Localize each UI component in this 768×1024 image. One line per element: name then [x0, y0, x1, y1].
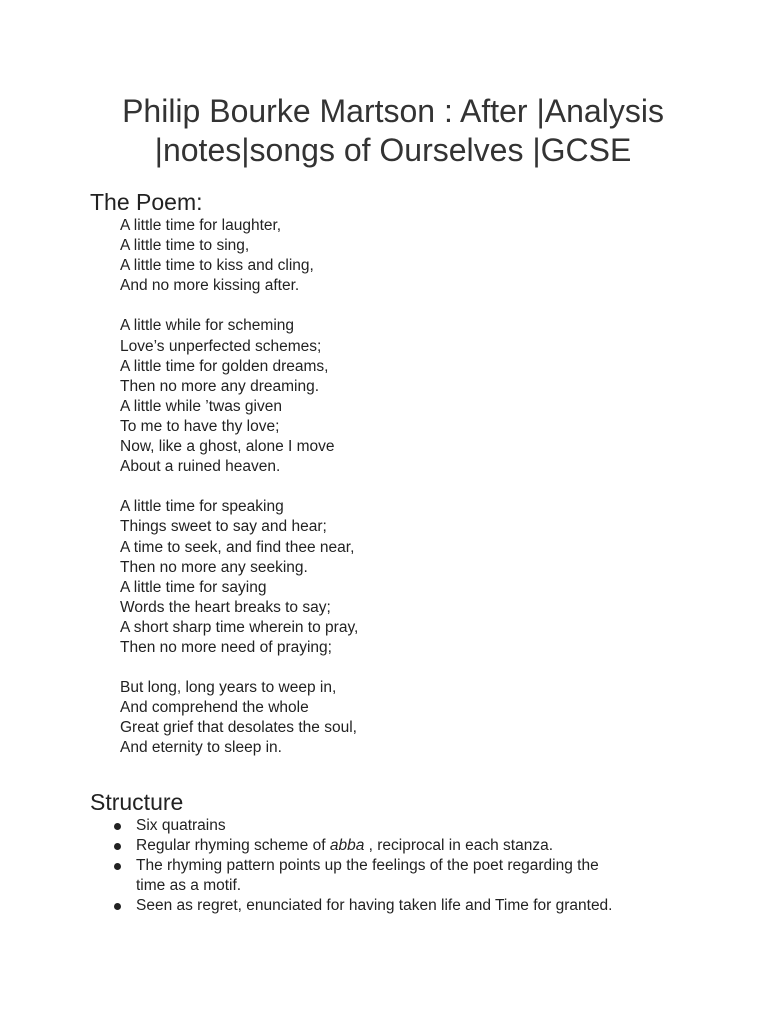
verse-line: Great grief that desolates the soul, [120, 719, 357, 737]
list-item [112, 896, 672, 916]
list-item-text-line-1: The rhyming pattern points up the feelings of the poet regarding the [136, 857, 599, 875]
list-item [112, 816, 672, 836]
verse-line: To me to have thy love; [120, 417, 280, 435]
verse-line: Then no more need of praying; [120, 638, 332, 656]
stanza-4 [120, 678, 358, 758]
list-item-text-italic: abba [329, 837, 365, 855]
verse-line: A little while ’twas given [120, 397, 282, 415]
verse-line: Now, like a ghost, alone I move [120, 438, 335, 456]
verse-line: About a ruined heaven. [120, 458, 281, 476]
poem-body [120, 216, 358, 779]
title-line-2: |notes|songs of Ourselves |GCSE [154, 132, 632, 168]
title-line-1: Philip Bourke Martson : After |Analysis [122, 93, 664, 129]
verse-line: A little time for saying [120, 578, 267, 596]
verse-line: A little time to sing, [120, 237, 250, 255]
verse-line: A little time for golden dreams, [120, 357, 329, 375]
bullet-icon [114, 903, 121, 910]
verse-line: Love’s unperfected schemes; [120, 337, 322, 355]
structure-heading: Structure [90, 789, 184, 815]
verse-line: Things sweet to say and hear; [120, 518, 327, 536]
verse-line: A little time for laughter, [120, 217, 282, 234]
list-item [112, 856, 672, 896]
bullet-icon [114, 843, 121, 850]
verse-line: A little time for speaking [120, 498, 284, 516]
verse-line: But long, long years to weep in, [120, 679, 337, 697]
list-item-text: Seen as regret, enunciated for having taken life and Time for granted. [136, 897, 613, 915]
poem-heading: The Poem: [90, 189, 203, 215]
verse-line: A time to seek, and find thee near, [120, 538, 355, 556]
verse-line: And eternity to sleep in. [120, 739, 282, 757]
bullet-icon [114, 823, 121, 830]
list-item-text-pre: Regular rhyming scheme of [136, 837, 330, 855]
bullet-icon [114, 863, 121, 870]
verse-line: Then no more any dreaming. [120, 377, 320, 395]
verse-line: And no more kissing after. [120, 277, 300, 295]
stanza-1 [120, 216, 358, 296]
verse-line: A short sharp time wherein to pray, [120, 618, 359, 636]
structure-list [112, 816, 672, 916]
verse-line: A little while for scheming [120, 317, 295, 335]
verse-line: Words the heart breaks to say; [120, 598, 331, 616]
verse-line: A little time to kiss and cling, [120, 257, 314, 275]
page-title [60, 92, 726, 170]
stanza-3 [120, 497, 358, 658]
list-item-text: Six quatrains [136, 817, 226, 834]
list-item [112, 836, 672, 856]
stanza-2 [120, 316, 358, 477]
verse-line: Then no more any seeking. [120, 558, 308, 576]
list-item-text-line-2: time as a motif. [136, 877, 242, 895]
list-item-text-post: , reciprocal in each stanza. [364, 837, 554, 855]
verse-line: And comprehend the whole [120, 699, 309, 717]
